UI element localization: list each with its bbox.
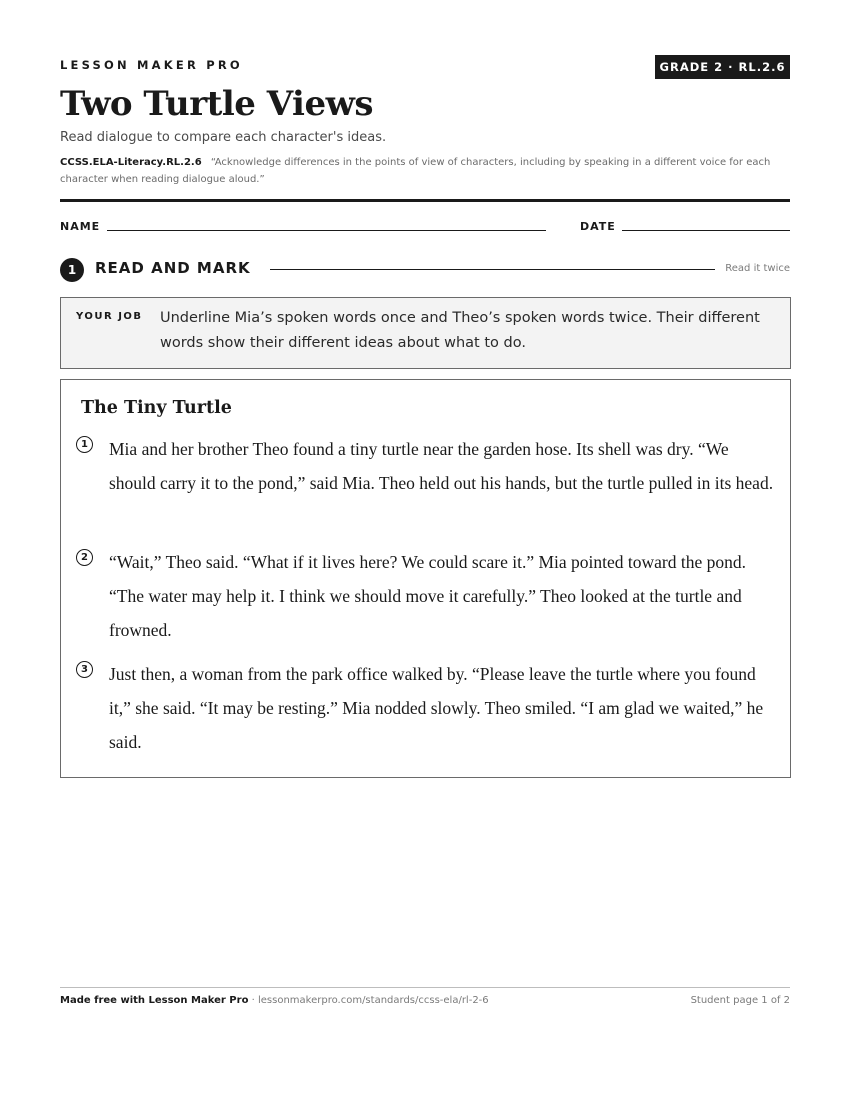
paragraph-number-1: 1	[76, 436, 93, 453]
standard-code: CCSS.ELA-Literacy.RL.2.6	[60, 157, 202, 168]
section-number-badge: 1	[60, 258, 84, 282]
section-note: Read it twice	[725, 263, 790, 274]
footer-divider	[60, 987, 790, 988]
story-paragraph-2: “Wait,” Theo said. “What if it lives here? We could scare it.” Mia pointed toward the pond. “The water may help it. I think we should move it carefully.” Theo looked at the turtle and frowned.	[109, 552, 747, 640]
job-label: YOUR JOB	[76, 311, 143, 322]
paragraph-number-2: 2	[76, 549, 93, 566]
footer-url[interactable]: · lessonmakerpro.com/standards/ccss-ela/rl-2-6	[248, 995, 489, 1006]
story-paragraph-3: Just then, a woman from the park office walked by. “Please leave the turtle where you found it,” she said. “It may be resting.” Mia nodded slowly. Theo smiled. “I am glad we waited,” he said.	[109, 664, 764, 752]
name-label: NAME	[60, 220, 101, 233]
page-title: Two Turtle Views	[60, 84, 373, 124]
story-box	[60, 379, 791, 778]
grade-badge: GRADE 2 · RL.2.6	[655, 55, 790, 79]
date-field-line[interactable]	[622, 230, 790, 231]
story-title: The Tiny Turtle	[81, 398, 232, 418]
header-divider	[60, 199, 790, 202]
paragraph-number-3: 3	[76, 661, 93, 678]
footer-brand: Made free with Lesson Maker Pro	[60, 995, 249, 1006]
standard-statement	[60, 155, 790, 188]
page-subtitle: Read dialogue to compare each character's ideas.	[60, 130, 387, 145]
section-divider	[270, 269, 715, 270]
story-paragraph-1: Mia and her brother Theo found a tiny turtle near the garden hose. Its shell was dry. “We should carry it to the pond,” said Mia. Theo held out his hands, but the turtle pulled in its head.	[109, 439, 774, 493]
brand-name: LESSON MAKER PRO	[60, 58, 243, 72]
footer-page-number: Student page 1 of 2	[690, 995, 790, 1006]
section-title: READ AND MARK	[95, 259, 251, 277]
date-label: DATE	[580, 220, 616, 233]
job-instructions: Underline Mia’s spoken words once and Theo’s spoken words twice. Their different words show their different ideas about what to do.	[160, 310, 760, 351]
name-field-line[interactable]	[107, 230, 546, 231]
standard-text: “Acknowledge differences in the points of view of characters, including by speaking in a different voice for each character when reading dialogue aloud.”	[60, 157, 771, 185]
job-box	[60, 297, 791, 369]
footer-credit	[60, 995, 489, 1006]
